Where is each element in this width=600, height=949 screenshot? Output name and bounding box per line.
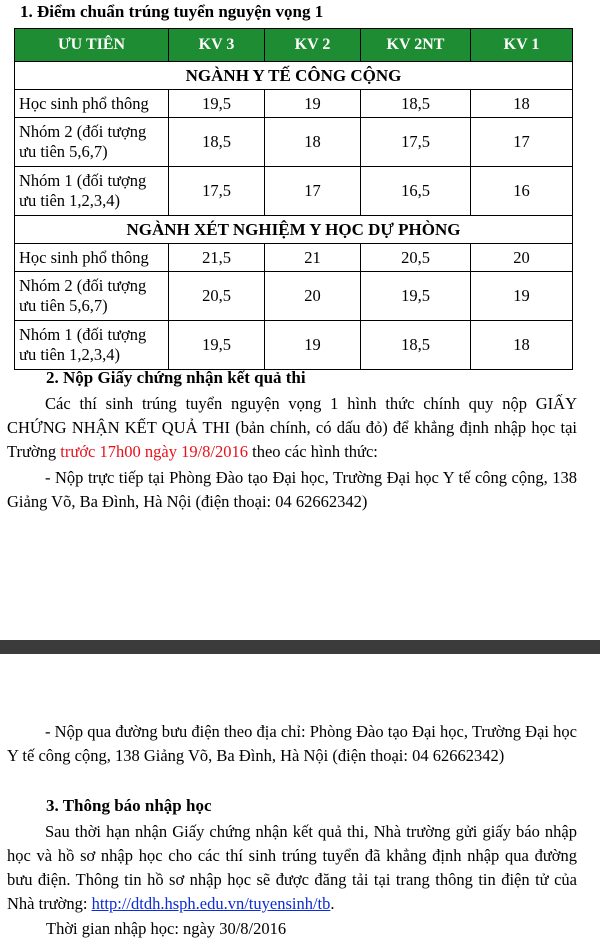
row-name bbox=[15, 118, 169, 167]
group-title-row bbox=[15, 216, 573, 244]
cell-value: 18,5 bbox=[361, 321, 471, 370]
cell-value: 21,5 bbox=[169, 244, 265, 272]
group-title: NGÀNH XÉT NGHIỆM Y HỌC DỰ PHÒNG bbox=[15, 216, 573, 244]
row-name-line: Học sinh phổ thông bbox=[19, 247, 149, 267]
submission-text-end: theo các hình thức: bbox=[247, 442, 378, 461]
row-name bbox=[15, 167, 169, 216]
cell-value: 18 bbox=[471, 90, 573, 118]
cell-value: 18 bbox=[265, 118, 361, 167]
table-row bbox=[15, 272, 573, 321]
header-kv2: KV 2 bbox=[265, 29, 361, 62]
cell-value: 16 bbox=[471, 167, 573, 216]
submission-text: Các thí sinh trúng tuyển nguyện vọng 1 hình thức chính quy nộp GIẤY CHỨNG NHẬN KẾT QUẢ THI (bản chính, có dấu đỏ) để khẳng định nhập học tại Trường bbox=[7, 394, 577, 461]
cell-value: 20,5 bbox=[361, 244, 471, 272]
row-name-line: ưu tiên 1,2,3,4) bbox=[19, 191, 121, 210]
enrollment-date: Thời gian nhập học: ngày 30/8/2016 bbox=[46, 919, 287, 938]
enrollment-text-end: . bbox=[330, 894, 335, 913]
table-row bbox=[15, 244, 573, 272]
row-name-line: Học sinh phổ thông bbox=[19, 93, 149, 113]
table-row bbox=[15, 118, 573, 167]
cell-value: 17 bbox=[471, 118, 573, 167]
page-break-bar bbox=[0, 640, 600, 654]
row-name bbox=[15, 321, 169, 370]
cell-value: 20 bbox=[265, 272, 361, 321]
row-name-line: ưu tiên 5,6,7) bbox=[19, 142, 108, 161]
cell-value: 20,5 bbox=[169, 272, 265, 321]
cell-value: 19 bbox=[471, 272, 573, 321]
enrollment-info-link[interactable]: http://dtdh.hsph.edu.vn/tuyensinh/tb bbox=[91, 894, 331, 913]
cell-value: 19,5 bbox=[361, 272, 471, 321]
table-row bbox=[15, 90, 573, 118]
header-kv2nt: KV 2NT bbox=[361, 29, 471, 62]
deadline-text: trước 17h00 ngày 19/8/2016 bbox=[60, 442, 248, 461]
row-name bbox=[15, 244, 169, 272]
group-title: NGÀNH Y TẾ CÔNG CỘNG bbox=[15, 62, 573, 90]
cell-value: 19,5 bbox=[169, 90, 265, 118]
cell-value: 17,5 bbox=[169, 167, 265, 216]
cell-value: 21 bbox=[265, 244, 361, 272]
cell-value: 18,5 bbox=[361, 90, 471, 118]
table-header-row bbox=[15, 29, 573, 62]
bullet-direct-submission: - Nộp trực tiếp tại Phòng Đào tạo Đại học, Trường Đại học Y tế công cộng, 138 Giảng Võ, Ba Đình, Hà Nội (điện thoại: 04 62662342) bbox=[7, 468, 577, 511]
enrollment-paragraph bbox=[7, 820, 577, 916]
cell-value: 20 bbox=[471, 244, 573, 272]
table-row bbox=[15, 167, 573, 216]
cell-value: 19 bbox=[265, 321, 361, 370]
page-break-gap bbox=[0, 654, 600, 720]
row-name-line: Nhóm 1 (đối tượng bbox=[19, 325, 147, 344]
header-kv1: KV 1 bbox=[471, 29, 573, 62]
row-name-line: Nhóm 2 (đối tượng bbox=[19, 276, 147, 295]
submission-paragraph bbox=[7, 392, 577, 464]
group-title-row bbox=[15, 62, 573, 90]
cell-value: 16,5 bbox=[361, 167, 471, 216]
row-name bbox=[15, 90, 169, 118]
table-row bbox=[15, 321, 573, 370]
enrollment-text: Sau thời hạn nhận Giấy chứng nhận kết quả thi, Nhà trường gửi giấy báo nhập học và hồ sơ nhập học cho các thí sinh trúng tuyển đã khẳng định nhập qua đường bưu điện. Thông tin hồ sơ nhập học sẽ được đăng tải tại trang thông tin điện tử của Nhà trường: bbox=[7, 822, 577, 913]
cell-value: 19 bbox=[265, 90, 361, 118]
admission-score-table bbox=[14, 28, 573, 370]
cell-value: 18 bbox=[471, 321, 573, 370]
row-name-line: Nhóm 2 (đối tượng bbox=[19, 122, 147, 141]
cell-value: 17,5 bbox=[361, 118, 471, 167]
section3-heading: 3. Thông báo nhập học bbox=[46, 796, 212, 815]
section1-heading: 1. Điểm chuẩn trúng tuyển nguyện vọng 1 bbox=[20, 2, 324, 21]
cell-value: 18,5 bbox=[169, 118, 265, 167]
header-priority: ƯU TIÊN bbox=[15, 29, 169, 62]
row-name bbox=[15, 272, 169, 321]
cell-value: 17 bbox=[265, 167, 361, 216]
section2-heading: 2. Nộp Giấy chứng nhận kết quả thi bbox=[46, 368, 306, 387]
bullet-postal-submission: - Nộp qua đường bưu điện theo địa chỉ: Phòng Đào tạo Đại học, Trường Đại học Y tế công cộng, 138 Giảng Võ, Ba Đình, Hà Nội (điện thoại: 04 62662342) bbox=[7, 722, 577, 765]
header-kv3: KV 3 bbox=[169, 29, 265, 62]
row-name-line: ưu tiên 5,6,7) bbox=[19, 296, 108, 315]
row-name-line: Nhóm 1 (đối tượng bbox=[19, 171, 147, 190]
cell-value: 19,5 bbox=[169, 321, 265, 370]
row-name-line: ưu tiên 1,2,3,4) bbox=[19, 345, 121, 364]
